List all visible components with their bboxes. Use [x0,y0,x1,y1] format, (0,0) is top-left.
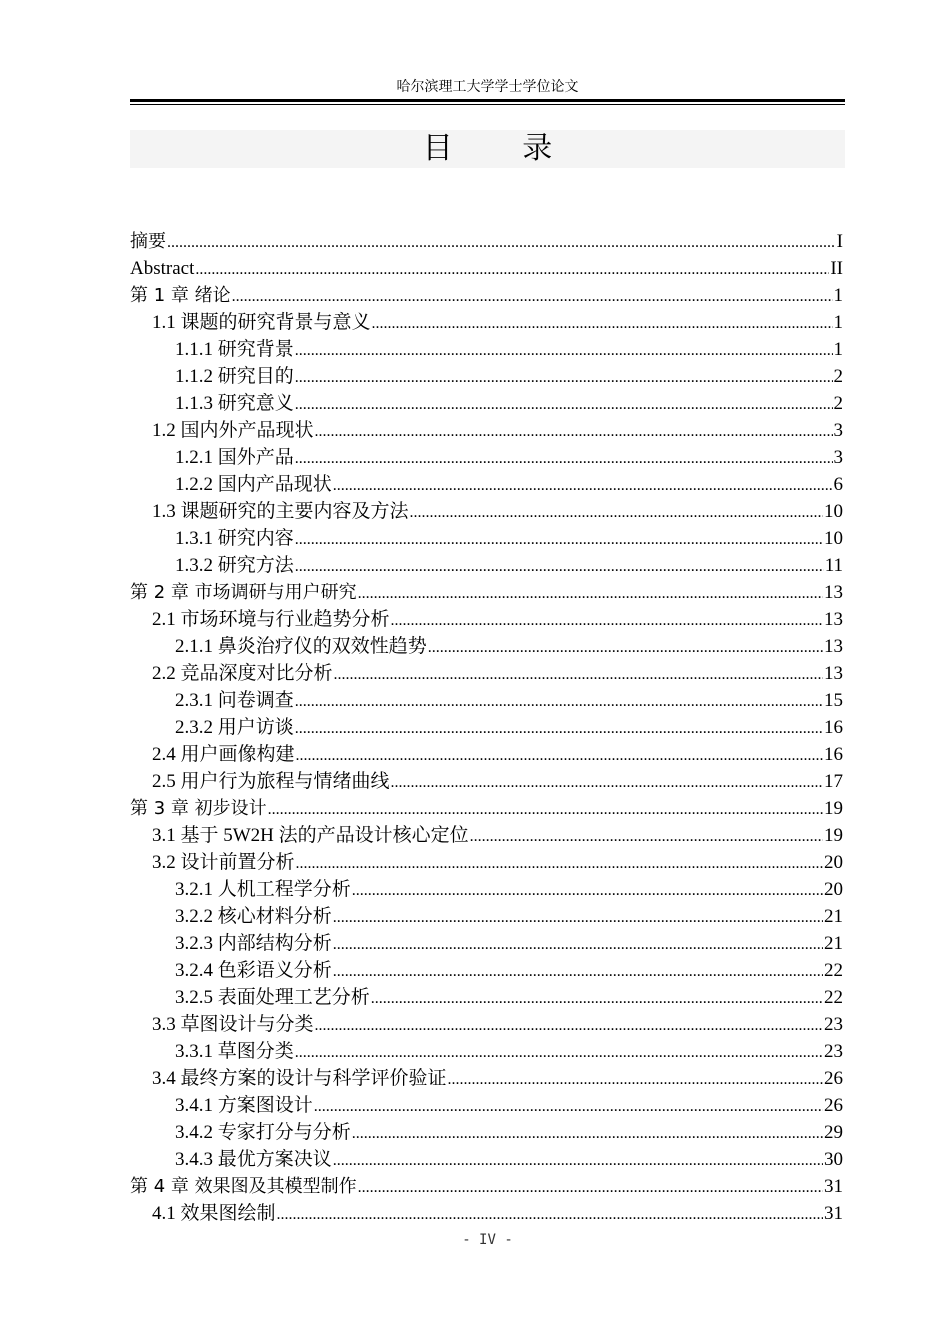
toc-leader-dots [296,742,823,768]
toc-entry-label: 第 4 章 效果图及其模型制作 [130,1176,357,1197]
toc-entry-page: 19 [824,825,843,846]
toc-entry[interactable] [130,768,843,795]
toc-entry-label: 3.2.5 表面处理工艺分析 [175,987,370,1008]
toc-entry[interactable] [130,876,843,903]
toc-entry-label: 1.1 课题的研究背景与意义 [152,312,371,333]
toc-leader-dots [232,283,833,309]
toc-entry[interactable] [130,1092,843,1119]
toc-entry[interactable] [130,309,843,336]
toc-leader-dots [315,1012,823,1038]
toc-entry[interactable] [130,552,843,579]
toc-entry[interactable] [130,228,843,255]
toc-entry-label: 2.3.2 用户访谈 [175,717,294,738]
toc-entry[interactable] [130,1065,843,1092]
toc-entry[interactable] [130,660,843,687]
toc-entry-page: 19 [824,798,843,819]
toc-entry-page: 26 [824,1068,843,1089]
toc-entry-page: 16 [824,744,843,765]
toc-entry-page: 1 [833,339,843,360]
toc-leader-dots [352,1120,823,1146]
toc-entry-label: 3.3 草图设计与分类 [152,1014,314,1035]
toc-entry-label: 1.2.1 国外产品 [175,447,294,468]
toc-leader-dots [358,1174,823,1200]
toc-entry-label: 2.4 用户画像构建 [152,744,295,765]
toc-entry-page: 11 [824,555,843,576]
toc-entry-page: I [836,231,843,252]
toc-entry-label: 2.1.1 鼻炎治疗仪的双效性趋势 [175,636,427,657]
toc-entry-label: 1.1.3 研究意义 [175,393,294,414]
header-rule [130,99,845,102]
toc-entry[interactable] [130,471,843,498]
toc-entry-label: 3.2.1 人机工程学分析 [175,879,351,900]
toc-leader-dots [428,634,823,660]
toc-entry[interactable] [130,822,843,849]
toc-entry[interactable] [130,714,843,741]
toc-leader-dots [295,391,833,417]
toc-leader-dots [334,661,823,687]
toc-leader-dots [195,256,829,282]
toc-entry-label: 2.1 市场环境与行业趋势分析 [152,609,390,630]
toc-entry-page: 17 [824,771,843,792]
toc-entry-label: 3.4.2 专家打分与分析 [175,1122,351,1143]
toc-entry-label: 3.2.2 核心材料分析 [175,906,332,927]
toc-leader-dots [358,580,823,606]
toc-entry-label: 第 2 章 市场调研与用户研究 [130,582,357,603]
toc-entry-label: 3.2.3 内部结构分析 [175,933,332,954]
toc-entry-page: 22 [824,960,843,981]
toc-leader-dots [295,715,823,741]
toc-entry-label: 1.3 课题研究的主要内容及方法 [152,501,409,522]
toc-leader-dots [333,958,823,984]
toc-entry-label: 3.2 设计前置分析 [152,852,295,873]
toc-entry[interactable] [130,1119,843,1146]
toc-entry-label: 1.1.1 研究背景 [175,339,294,360]
toc-entry-label: 1.1.2 研究目的 [175,366,294,387]
toc-leader-dots [295,526,823,552]
toc-leader-dots [372,310,833,336]
toc-entry-label: 4.1 效果图绘制 [152,1203,276,1224]
toc-entry-page: 23 [824,1014,843,1035]
toc-entry[interactable] [130,633,843,660]
toc-entry-page: II [830,258,843,279]
toc-leader-dots [371,985,823,1011]
toc-entry[interactable] [130,498,843,525]
toc-entry-page: 21 [824,933,843,954]
toc-leader-dots [314,1093,823,1119]
toc-entry-label: 1.3.2 研究方法 [175,555,294,576]
toc-entry-page: 1 [833,312,843,333]
toc-entry[interactable] [130,525,843,552]
toc-entry-page: 13 [824,663,843,684]
toc-title: 目 录 [422,131,583,166]
toc-entry[interactable] [130,930,843,957]
toc-entry[interactable] [130,1173,843,1200]
toc-entry[interactable] [130,1038,843,1065]
toc-entry[interactable] [130,444,843,471]
toc-entry-label: 3.4.3 最优方案决议 [175,1149,332,1170]
toc-leader-dots [410,499,823,525]
toc-entry[interactable] [130,282,843,309]
header-rule-thin [130,104,845,105]
toc-entry-page: 13 [824,582,843,603]
toc-entry[interactable] [130,606,843,633]
toc-entry-page: 13 [824,636,843,657]
table-of-contents [130,228,843,1227]
toc-entry-page: 31 [824,1176,843,1197]
toc-entry-page: 30 [824,1149,843,1170]
toc-leader-dots [295,1039,823,1065]
toc-entry-label: Abstract [130,258,195,279]
toc-entry-page: 22 [824,987,843,1008]
toc-entry-page: 23 [824,1041,843,1062]
toc-entry-label: 3.4 最终方案的设计与科学评价验证 [152,1068,447,1089]
toc-leader-dots [391,769,823,795]
toc-entry-label: 3.1 基于 5W2H 法的产品设计核心定位 [152,825,469,846]
toc-leader-dots [295,553,824,579]
toc-leader-dots [333,931,823,957]
page-header: 哈尔滨理工大学学士学位论文 [396,79,579,95]
toc-entry-page: 2 [833,366,843,387]
toc-entry-label: 3.3.1 草图分类 [175,1041,294,1062]
toc-entry-page: 26 [824,1095,843,1116]
toc-entry-page: 6 [833,474,843,495]
toc-leader-dots [333,904,823,930]
toc-leader-dots [295,337,833,363]
toc-entry[interactable] [130,363,843,390]
toc-entry-page: 10 [824,501,843,522]
toc-entry-page: 3 [833,447,843,468]
toc-entry-page: 31 [824,1203,843,1224]
toc-entry-page: 13 [824,609,843,630]
page-number: - IV - [462,1232,513,1248]
toc-entry[interactable] [130,1011,843,1038]
toc-entry-label: 第 1 章 绪论 [130,285,231,306]
toc-leader-dots [268,796,823,822]
toc-leader-dots [295,364,833,390]
toc-entry[interactable] [130,741,843,768]
toc-leader-dots [295,445,833,471]
toc-entry-page: 20 [824,852,843,873]
toc-leader-dots [333,472,833,498]
toc-entry[interactable] [130,417,843,444]
toc-leader-dots [352,877,823,903]
toc-entry[interactable] [130,849,843,876]
toc-entry[interactable] [130,1146,843,1173]
toc-entry[interactable] [130,903,843,930]
toc-entry-label: 1.2 国内外产品现状 [152,420,314,441]
toc-entry-label: 摘要 [130,231,166,252]
toc-entry[interactable] [130,1200,843,1227]
toc-leader-dots [167,229,836,255]
toc-entry-label: 1.3.1 研究内容 [175,528,294,549]
toc-leader-dots [448,1066,823,1092]
toc-leader-dots [295,688,823,714]
toc-leader-dots [296,850,823,876]
toc-entry-label: 2.2 竞品深度对比分析 [152,663,333,684]
toc-entry-label: 3.2.4 色彩语义分析 [175,960,332,981]
toc-entry-label: 1.2.2 国内产品现状 [175,474,332,495]
toc-entry-page: 1 [833,285,843,306]
toc-entry[interactable] [130,957,843,984]
toc-entry-label: 3.4.1 方案图设计 [175,1095,313,1116]
toc-leader-dots [470,823,823,849]
toc-entry-page: 16 [824,717,843,738]
toc-entry-page: 21 [824,906,843,927]
toc-entry-page: 2 [833,393,843,414]
toc-leader-dots [333,1147,823,1173]
toc-entry-page: 3 [833,420,843,441]
toc-entry-label: 第 3 章 初步设计 [130,798,267,819]
toc-leader-dots [277,1201,823,1227]
toc-entry-page: 10 [824,528,843,549]
toc-entry[interactable] [130,336,843,363]
toc-entry[interactable] [130,687,843,714]
toc-entry-page: 20 [824,879,843,900]
toc-entry-page: 29 [824,1122,843,1143]
toc-entry-page: 15 [824,690,843,711]
toc-entry-label: 2.3.1 问卷调查 [175,690,294,711]
toc-entry[interactable] [130,390,843,417]
toc-entry[interactable] [130,984,843,1011]
toc-leader-dots [315,418,833,444]
toc-leader-dots [391,607,823,633]
toc-entry[interactable] [130,579,843,606]
toc-entry-label: 2.5 用户行为旅程与情绪曲线 [152,771,390,792]
toc-entry[interactable] [130,255,843,282]
toc-entry[interactable] [130,795,843,822]
